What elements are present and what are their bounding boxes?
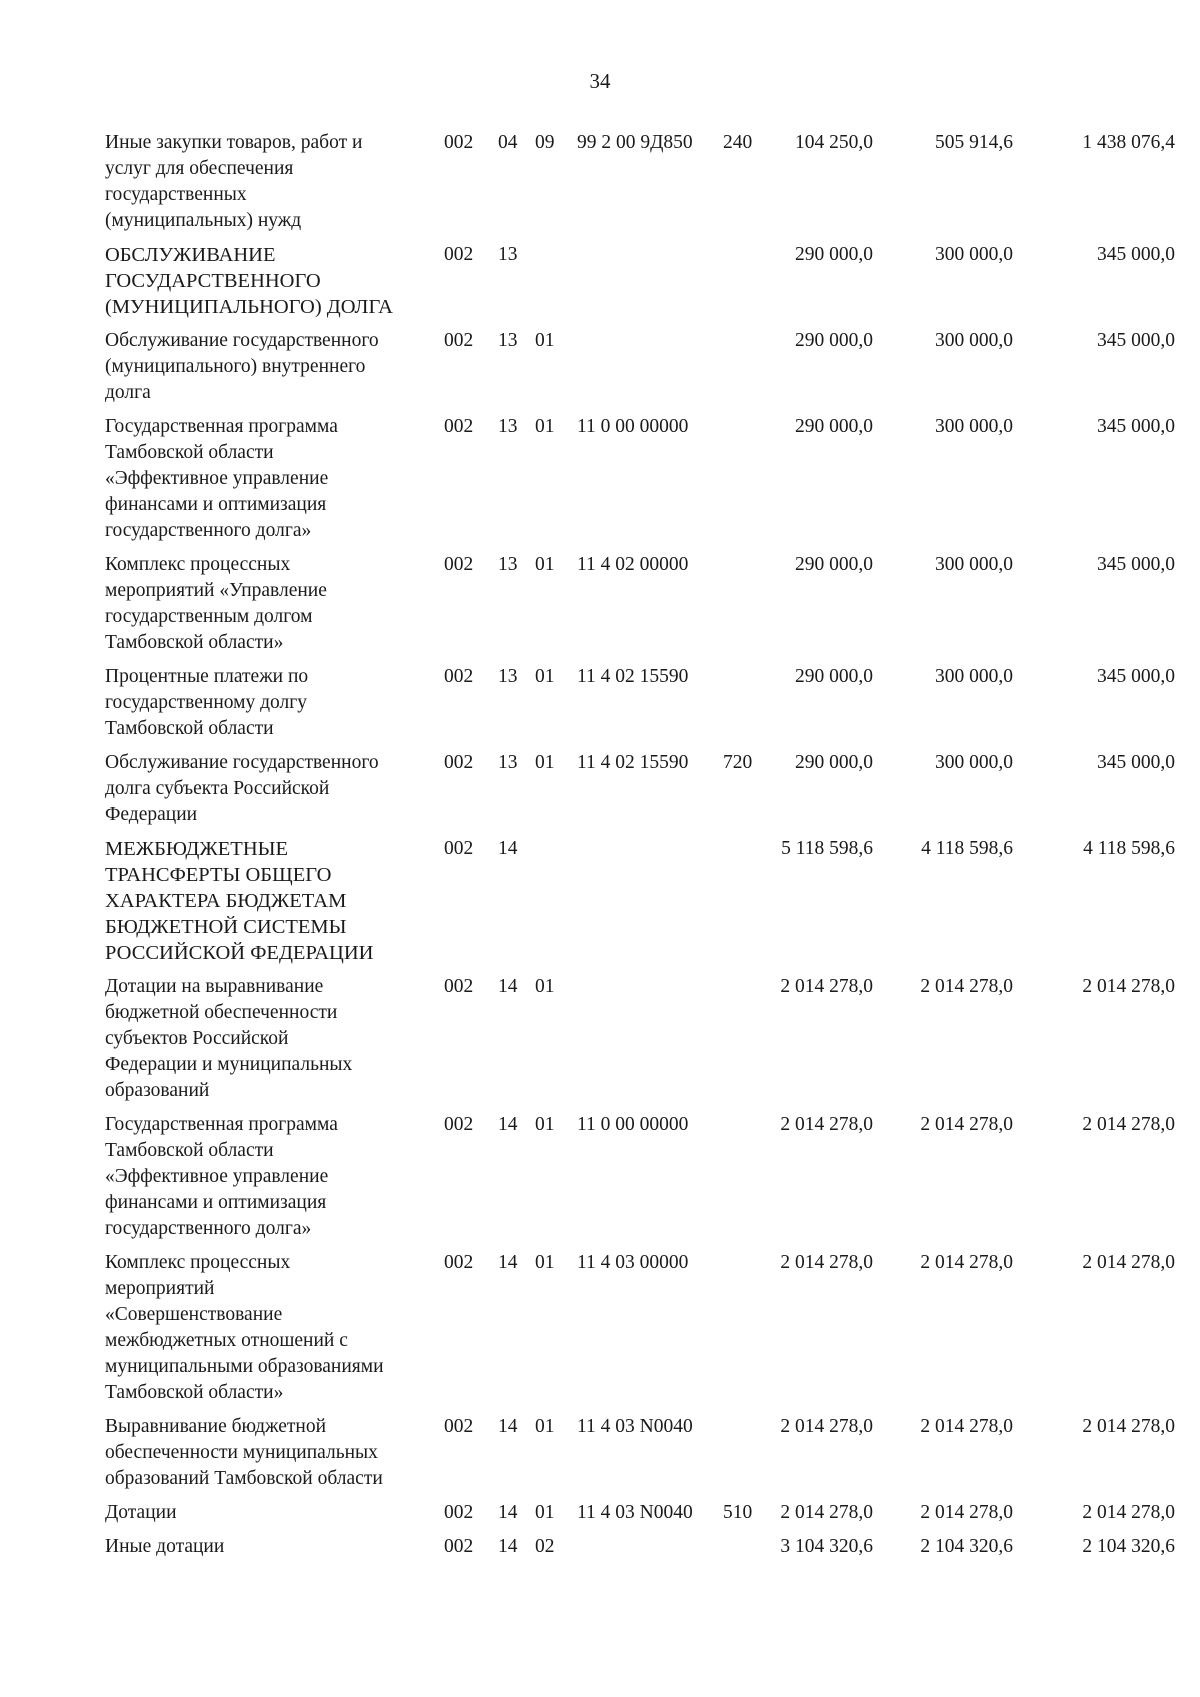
table-row (105, 836, 1175, 974)
subsection-code: 01 (535, 976, 555, 997)
target-article-code: 11 0 00 00000 (577, 1114, 689, 1135)
subsection-code: 01 (535, 554, 555, 575)
table-row (105, 1534, 1175, 1568)
table-row (105, 1112, 1175, 1250)
table-row (105, 1250, 1175, 1414)
ved-code: 002 (444, 976, 474, 997)
page-number: 34 (589, 69, 611, 93)
table-row (105, 242, 1175, 328)
amount-year-2: 2 014 278,0 (920, 1252, 1013, 1273)
section-code: 13 (498, 330, 518, 351)
subsection-code: 01 (535, 1502, 555, 1523)
table-row (105, 1500, 1175, 1534)
ved-code: 002 (444, 416, 474, 437)
expense-type-code: 510 (723, 1502, 753, 1523)
target-article-code: 11 0 00 00000 (577, 416, 689, 437)
ved-code: 002 (444, 330, 474, 351)
amount-year-2: 4 118 598,6 (921, 838, 1013, 859)
ved-code: 002 (444, 1114, 474, 1135)
row-name: Дотации на выравнивание бюджетной обеспеченности субъектов Российской Федерации и муниципальных образований (105, 976, 353, 1101)
amount-year-3: 1 438 076,4 (1082, 132, 1175, 153)
amount-year-3: 345 000,0 (1097, 244, 1175, 265)
subsection-code: 01 (535, 416, 555, 437)
amount-year-1: 2 014 278,0 (780, 976, 873, 997)
row-name: Комплекс процессных мероприятий «Управление государственным долгом Тамбовской области» (105, 554, 327, 653)
table-row (105, 664, 1175, 750)
amount-year-3: 2 014 278,0 (1082, 976, 1175, 997)
ved-code: 002 (444, 666, 474, 687)
table-row (105, 1414, 1175, 1500)
amount-year-1: 2 014 278,0 (780, 1416, 873, 1437)
subsection-code: 01 (535, 752, 555, 773)
row-name: Дотации (105, 1502, 177, 1523)
budget-table (105, 130, 1175, 1568)
amount-year-3: 345 000,0 (1097, 752, 1175, 773)
amount-year-3: 4 118 598,6 (1083, 838, 1175, 859)
subsection-code: 01 (535, 666, 555, 687)
row-name: ОБСЛУЖИВАНИЕ ГОСУДАРСТВЕННОГО (МУНИЦИПАЛЬНОГО) ДОЛГА (105, 244, 393, 318)
amount-year-2: 2 014 278,0 (920, 976, 1013, 997)
target-article-code: 11 4 02 15590 (577, 752, 689, 773)
row-name: Обслуживание государственного долга субъекта Российской Федерации (105, 752, 379, 825)
table-row (105, 974, 1175, 1112)
amount-year-2: 300 000,0 (935, 244, 1013, 265)
section-code: 14 (498, 1416, 518, 1437)
row-name: МЕЖБЮДЖЕТНЫЕ ТРАНСФЕРТЫ ОБЩЕГО ХАРАКТЕРА БЮДЖЕТАМ БЮДЖЕТНОЙ СИСТЕМЫ РОССИЙСКОЙ ФЕДЕРАЦИИ (105, 838, 374, 964)
amount-year-2: 300 000,0 (935, 554, 1013, 575)
amount-year-2: 2 014 278,0 (920, 1502, 1013, 1523)
amount-year-1: 2 014 278,0 (780, 1114, 873, 1135)
section-code: 14 (498, 1114, 518, 1135)
amount-year-1: 5 118 598,6 (781, 838, 873, 859)
target-article-code: 11 4 03 00000 (577, 1252, 689, 1273)
amount-year-1: 290 000,0 (795, 554, 873, 575)
amount-year-3: 2 104 320,6 (1082, 1536, 1175, 1557)
ved-code: 002 (444, 244, 474, 265)
amount-year-3: 2 014 278,0 (1082, 1252, 1175, 1273)
expense-type-code: 720 (723, 752, 753, 773)
amount-year-2: 300 000,0 (935, 666, 1013, 687)
amount-year-3: 2 014 278,0 (1082, 1416, 1175, 1437)
table-row (105, 414, 1175, 552)
subsection-code: 01 (535, 1114, 555, 1135)
section-code: 14 (498, 838, 518, 859)
table-row (105, 750, 1175, 836)
amount-year-1: 290 000,0 (795, 666, 873, 687)
row-name: Обслуживание государственного (муниципального) внутреннего долга (105, 330, 379, 403)
target-article-code: 11 4 02 15590 (577, 666, 689, 687)
subsection-code: 09 (535, 132, 555, 153)
amount-year-3: 345 000,0 (1097, 330, 1175, 351)
table-row (105, 130, 1175, 242)
amount-year-2: 2 104 320,6 (920, 1536, 1013, 1557)
section-code: 13 (498, 416, 518, 437)
target-article-code: 11 4 02 00000 (577, 554, 689, 575)
row-name: Иные дотации (105, 1536, 225, 1557)
target-article-code: 99 2 00 9Д850 (577, 132, 693, 153)
row-name: Государственная программа Тамбовской области «Эффективное управление финансами и оптимизация государственного долга» (105, 1114, 338, 1239)
section-code: 13 (498, 752, 518, 773)
table-row (105, 328, 1175, 414)
subsection-code: 01 (535, 1416, 555, 1437)
amount-year-1: 290 000,0 (795, 244, 873, 265)
ved-code: 002 (444, 132, 474, 153)
target-article-code: 11 4 03 N0040 (577, 1502, 693, 1523)
amount-year-1: 290 000,0 (795, 330, 873, 351)
amount-year-2: 505 914,6 (935, 132, 1013, 153)
row-name: Государственная программа Тамбовской области «Эффективное управление финансами и оптимизация государственного долга» (105, 416, 338, 541)
ved-code: 002 (444, 838, 474, 859)
amount-year-1: 2 014 278,0 (780, 1502, 873, 1523)
row-name: Комплекс процессных мероприятий «Совершенствование межбюджетных отношений с муниципальными образованиями Тамбовской области» (105, 1252, 384, 1403)
section-code: 14 (498, 1502, 518, 1523)
section-code: 13 (498, 554, 518, 575)
amount-year-2: 2 014 278,0 (920, 1416, 1013, 1437)
amount-year-3: 345 000,0 (1097, 666, 1175, 687)
row-name: Выравнивание бюджетной обеспеченности муниципальных образований Тамбовской области (105, 1416, 383, 1489)
expense-type-code: 240 (723, 132, 753, 153)
ved-code: 002 (444, 1252, 474, 1273)
ved-code: 002 (444, 1416, 474, 1437)
subsection-code: 02 (535, 1536, 555, 1557)
amount-year-1: 3 104 320,6 (780, 1536, 873, 1557)
amount-year-3: 345 000,0 (1097, 416, 1175, 437)
ved-code: 002 (444, 752, 474, 773)
ved-code: 002 (444, 554, 474, 575)
amount-year-1: 104 250,0 (795, 132, 873, 153)
ved-code: 002 (444, 1536, 474, 1557)
amount-year-1: 2 014 278,0 (780, 1252, 873, 1273)
amount-year-1: 290 000,0 (795, 752, 873, 773)
section-code: 14 (498, 1252, 518, 1273)
amount-year-2: 2 014 278,0 (920, 1114, 1013, 1135)
amount-year-3: 345 000,0 (1097, 554, 1175, 575)
amount-year-3: 2 014 278,0 (1082, 1114, 1175, 1135)
subsection-code: 01 (535, 1252, 555, 1273)
amount-year-2: 300 000,0 (935, 752, 1013, 773)
amount-year-3: 2 014 278,0 (1082, 1502, 1175, 1523)
section-code: 14 (498, 1536, 518, 1557)
target-article-code: 11 4 03 N0040 (577, 1416, 693, 1437)
amount-year-2: 300 000,0 (935, 416, 1013, 437)
section-code: 04 (498, 132, 518, 153)
amount-year-2: 300 000,0 (935, 330, 1013, 351)
section-code: 14 (498, 976, 518, 997)
table-row (105, 552, 1175, 664)
row-name: Процентные платежи по государственному долгу Тамбовской области (105, 666, 309, 739)
section-code: 13 (498, 666, 518, 687)
row-name: Иные закупки товаров, работ и услуг для обеспечения государственных (муниципальных) нужд (105, 132, 363, 231)
ved-code: 002 (444, 1502, 474, 1523)
amount-year-1: 290 000,0 (795, 416, 873, 437)
subsection-code: 01 (535, 330, 555, 351)
section-code: 13 (498, 244, 518, 265)
